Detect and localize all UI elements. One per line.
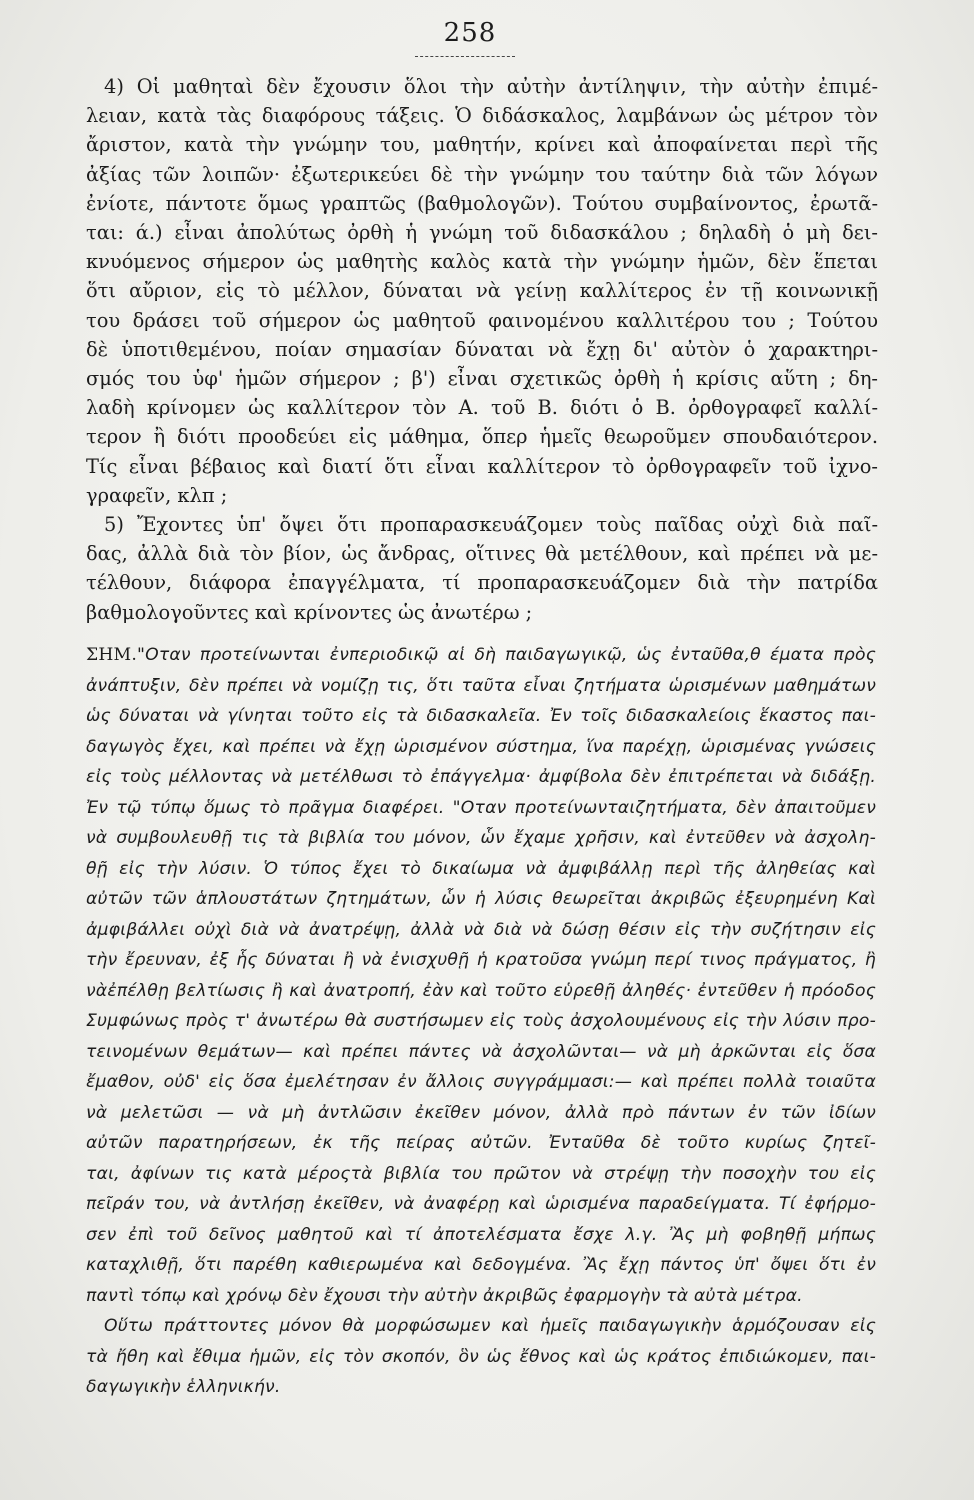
text-line: 4) Οἱ μαθηταὶ δὲν ἔχουσιν ὅλοι τὴν αὐτὴν ἀντίληψιν, τὴν αὐτὴν ἐπιμέ-: [104, 75, 878, 98]
text-line: λειαν, κατὰ τὰς διαφόρους τάξεις. Ὁ διδάσκαλος, λαμβάνων ὡς μέτρον τὸν: [86, 104, 878, 128]
text-line: γραφεῖν, κλπ ;: [86, 483, 228, 507]
text-line: σμός του ὑφ' ἡμῶν σήμερον ; β') εἶναι σχετικῶς ὀρθὴ ἡ κρίσις αὕτη ; δη-: [86, 367, 878, 391]
text-line: ται: ά.) εἶναι ἀπολύτως ὀρθὴ ἡ γνώμη τοῦ διδασκάλου ; δηλαδὴ ὁ μὴ δει-: [86, 221, 878, 245]
text-line: δας, ἀλλὰ διὰ τὸν βίον, ὡς ἄνδρας, οἵτινες θὰ μετέλθουν, καὶ πρέπει νὰ με-: [86, 542, 878, 566]
text-line: λαδὴ κρίνομεν ὡς καλλίτερον τὸν Α. τοῦ Β. διότι ὁ Β. ὀρθογραφεῖ καλλί-: [86, 396, 878, 420]
note-line: Συμφώνως πρὸς τ' ἀνωτέρω θὰ συστήσωμεν εἰς τοὺς ἀσχολουμένους εἰς τὴν λύσιν προ-: [86, 1011, 876, 1031]
note-line: Οὕτω πράττοντες μόνον θὰ μορφώσωμεν καὶ ἡμεῖς παιδαγωγικὴν ἁρμόζουσαν εἰς: [104, 1316, 876, 1336]
text-line: τερον ἢ διότι προοδεύει εἰς μάθημα, ὅπερ ἡμεῖς θεωροῦμεν σπουδαιότερον.: [86, 425, 878, 449]
note-line: θῇ εἰς τὴν λύσιν. Ὁ τύπος ἔχει τὸ δικαίωμα νὰ ἀμφιβάλλῃ περὶ τῆς ἀληθείας καὶ: [86, 858, 876, 879]
paragraph-5: [86, 510, 878, 627]
text-line: ἀξίας τῶν λοιπῶν· ἐξωτερικεύει δὲ τὴν γνώμην του ταύτην διὰ τῶν λόγων: [86, 162, 878, 186]
text-line: ὅτι αὔριον, εἰς τὸ μέλλον, δύναται νὰ γείνῃ καλλίτερος ἐν τῇ κοινωνικῇ: [86, 279, 878, 303]
note-line: δαγωγὸς ἔχει, καὶ πρέπει νὰ ἔχῃ ὡρισμένον σύστημα, ἵνα παρέχῃ, ὡρισμένας γνώσεις: [86, 736, 876, 757]
note-line: πεῖράν του, νὰ ἀντλήσῃ ἐκεῖθεν, νὰ ἀναφέρῃ καὶ ὡρισμένα παραδείγματα. Τί ἐφήρμο-: [86, 1194, 876, 1214]
note-line: νὰ μελετῶσι — νὰ μὴ ἀντλῶσιν ἐκεῖθεν μόνον, ἀλλὰ πρὸ πάντων ἐν τῶν ἰδίων: [86, 1102, 876, 1123]
text-line: του δράσει τοῦ σήμερον ὡς μαθητοῦ φαινομένου καλλιτέρου του ; Τούτου: [86, 308, 878, 332]
text-line: ἐνίοτε, πάντοτε ὅμως γραπτῶς (βαθμολογῶν). Τούτου συμβαίνοντος, ἐρωτᾶ-: [86, 191, 878, 215]
note-line: καταχλιθῇ, ὅτι παρέθη καθιερωμένα καὶ δεδογμένα. Ἂς ἔχῃ πάντος ὑπ' ὄψει ὅτι ἐν: [86, 1255, 876, 1275]
text-line: ἄριστον, κατὰ τὴν γνώμην του, μαθητήν, κρίνει καὶ ἀποφαίνεται περὶ τῆς: [86, 133, 878, 157]
note-line: σεν ἐπὶ τοῦ δεῖνος μαθητοῦ καὶ τί ἀποτελέσματα ἔσχε λ.γ. Ἂς μὴ φοβηθῇ μήπως: [86, 1224, 876, 1245]
note-line: παντὶ τόπῳ καὶ χρόνῳ δὲν ἔχουσι τὴν αὐτὴν ἀκριβῶς ἐφαρμογὴν τὰ αὐτὰ μέτρα.: [86, 1285, 803, 1306]
note-line: ἔμαθον, οὐδ' εἰς ὅσα ἐμελέτησαν ἐν ἄλλοις συγγράμμασι:— καὶ πρέπει πολλὰ τοιαῦτα: [86, 1072, 876, 1092]
note-line: τὰ ἤθη καὶ ἔθιμα ἡμῶν, εἰς τὸν σκοπόν, ὃν ὡς ἔθνος καὶ ὡς κράτος ἐπιδιώκομεν, παι-: [86, 1346, 876, 1367]
note-line: ὡς δύναται νὰ γίνηται τοῦτο εἰς τὰ διδασκαλεῖα. Ἐν τοῖς διδασκαλείοις ἕκαστος παι-: [86, 706, 876, 726]
note-line: τὴν ἔρευναν, ἐξ ἧς δύναται ἢ νὰ ἐνισχυθῇ ἡ κρατοῦσα γνώμη περί τινος πράγματος, ἢ: [86, 950, 876, 970]
note-line: δαγωγικὴν ἑλληνικήν.: [86, 1377, 281, 1397]
text-line: δὲ ὑποτιθεμένου, ποίαν σημασίαν δύναται νὰ ἔχῃ δι' αὐτὸν ὁ χαρακτηρι-: [86, 337, 878, 361]
text-line: τέλθουν, διάφορα ἐπαγγέλματα, τί προπαρασκευάζομεν διὰ τὴν πατρίδα: [86, 571, 878, 595]
note-line: αὐτῶν τῶν ἁπλουστάτων ζητημάτων, ὧν ἡ λύσις θεωρεῖται ἀκριβῶς ἐξευρημένη Καὶ: [86, 889, 876, 909]
page-number: 258: [443, 18, 497, 48]
note-line: νὰ συμβουλευθῇ τις τὰ βιβλία του μόνον, ὧν ἔχαμε χρῆσιν, καὶ ἐντεῦθεν νὰ ἀσχολη-: [86, 828, 876, 848]
note-line: νὰἐπέλθῃ βελτίωσις ἢ καὶ ἀνατροπή, ἐὰν καὶ τοῦτο εὑρεθῇ ἀληθές· ἐντεῦθεν ἡ πρόοδος: [86, 980, 876, 1001]
note-label: ΣΗΜ.: [86, 645, 138, 665]
note-line: [86, 640, 876, 671]
note-line: Ἐν τῷ τύπῳ ὅμως τὸ πρᾶγμα διαφέρει. "Οταν προτείνωνταιζητήματα, δὲν ἀπαιτοῦμεν: [86, 797, 876, 818]
text-line: Τίς εἶναι βέβαιος καὶ διατί ὅτι εἶναι καλλίτερον τὸ ὀρθογραφεῖν τοῦ ἰχνο-: [86, 454, 878, 478]
note-line: αὐτῶν παρατηρήσεων, ἐκ τῆς πείρας αὐτῶν. Ἐνταῦθα δὲ τοῦτο κυρίως ζητεῖ-: [86, 1133, 876, 1153]
note-line: ἀνάπτυξιν, δὲν πρέπει νὰ νομίζῃ τις, ὅτι ταῦτα εἶναι ζητήματα ὡρισμένων μαθημάτων: [86, 675, 876, 696]
note-line: ἀμφιβάλλει οὐχὶ διὰ νὰ ἀνατρέψῃ, ἀλλὰ νὰ διὰ νὰ δώσῃ θέσιν εἰς τὴν συζήτησιν εἰς: [86, 919, 876, 940]
header-rule: [415, 56, 515, 57]
text-line: κνυόμενος σήμερον ὡς μαθητὴς καλὸς κατὰ τὴν γνώμην ἡμῶν, δὲν ἕπεται: [86, 250, 878, 274]
paragraph-4: [86, 72, 878, 510]
footnote: [86, 640, 876, 1403]
note-line: τεινομένων θεμάτων— καὶ πρέπει πάντες νὰ ἀσχολῶνται— νὰ μὴ ἀρκῶνται εἰς ὅσα: [86, 1041, 876, 1062]
note-line: εἰς τοὺς μέλλοντας νὰ μετέλθωσι τὸ ἐπάγγελμα· ἀμφίβολα δὲν ἐπιτρέπεται νὰ διδάξῃ.: [86, 767, 876, 787]
note-line-text: "Οταν προτείνωνται ἐνπεριοδικῷ αἱ δὴ παιδαγωγικῷ, ὡς ἐνταῦθα,θ έματα πρὸς: [137, 645, 876, 665]
main-text: [86, 72, 878, 627]
note-line: ται, ἀφίνων τις κατὰ μέροςτὰ βιβλία του πρῶτον νὰ στρέψῃ τὴν ποσοχὴν του εἰς: [86, 1163, 876, 1184]
text-line: βαθμολογοῦντες καὶ κρίνοντες ὡς ἀνωτέρω ;: [86, 600, 533, 624]
text-line: 5) Ἔχοντες ὑπ' ὄψει ὅτι προπαρασκευάζομεν τοὺς παῖδας οὐχὶ διὰ παῖ-: [104, 513, 878, 537]
